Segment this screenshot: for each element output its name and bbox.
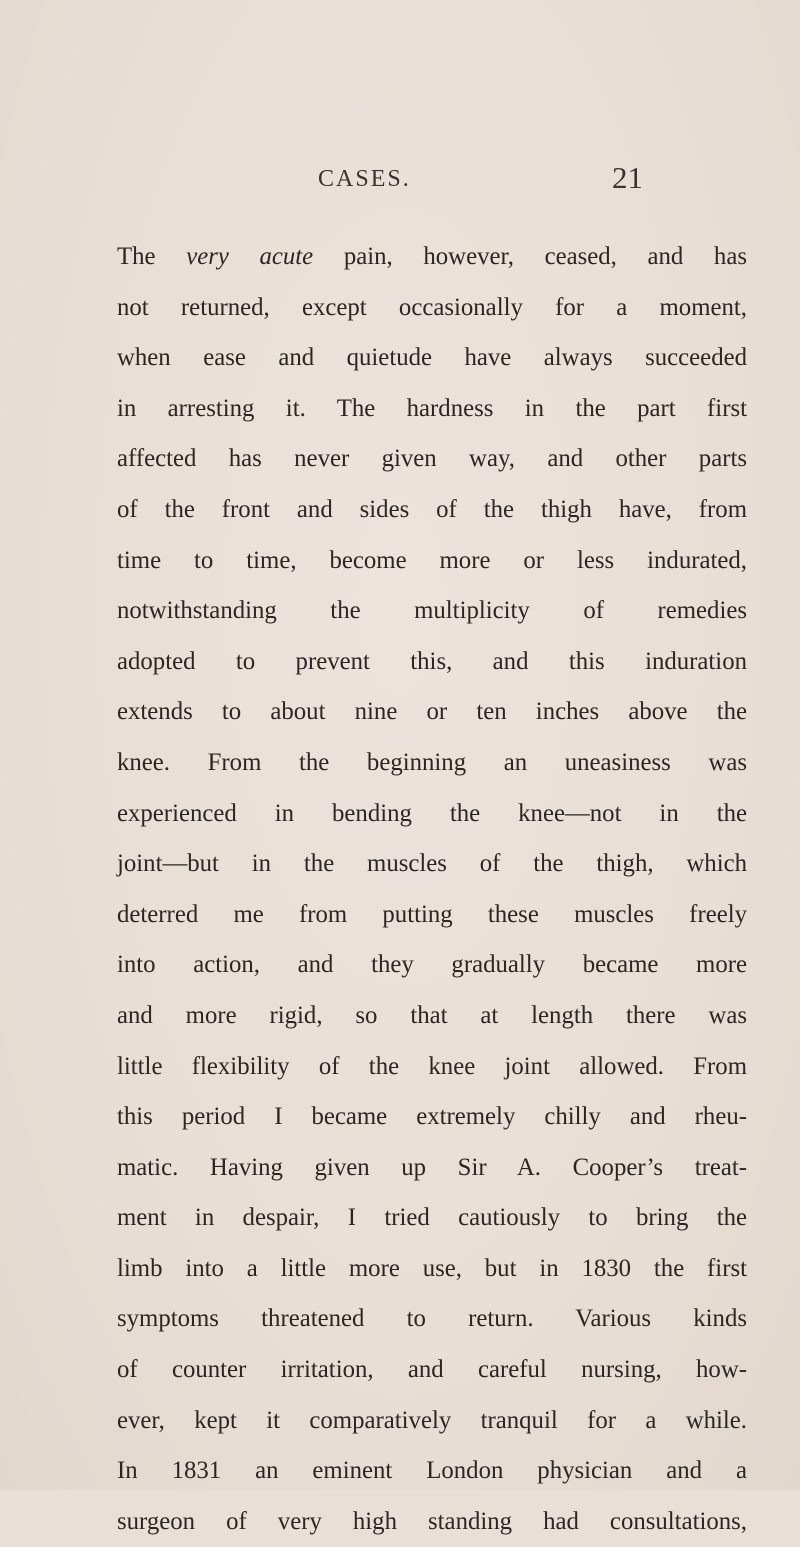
text-line: notwithstanding the multiplicity of remedies (117, 597, 747, 625)
page-header (0, 160, 800, 200)
text-line: limb into a little more use, but in 1830 the first (117, 1254, 747, 1282)
text-line: matic. Having given up Sir A. Cooper’s treat- (117, 1153, 747, 1181)
running-title: CASES. (318, 166, 411, 192)
text-line: surgeon of very high standing had consultations, (117, 1507, 747, 1535)
text-line: experienced in bending the knee—not in the (117, 799, 747, 827)
text-line: knee. From the beginning an uneasiness was (117, 748, 747, 776)
text-line: of counter irritation, and careful nursing, how- (117, 1356, 747, 1384)
text-line: of the front and sides of the thigh have, from (117, 495, 747, 523)
text-line: deterred me from putting these muscles freely (117, 900, 747, 928)
text-line: ever, kept it comparatively tranquil for a while. (117, 1406, 747, 1434)
text-line: not returned, except occasionally for a moment, (117, 293, 747, 321)
text-line: into action, and they gradually became more (117, 951, 747, 979)
text-line: adopted to prevent this, and this induration (117, 647, 747, 675)
text-line: time to time, become more or less indurated, (117, 546, 747, 574)
text-line: in arresting it. The hardness in the part first (117, 394, 747, 422)
italic-emphasis: very acute (186, 243, 314, 270)
text-line: affected has never given way, and other parts (117, 445, 747, 473)
text-line: ment in despair, I tried cautiously to bring the (117, 1204, 747, 1232)
text-line: symptoms threatened to return. Various kinds (117, 1305, 747, 1333)
text-line: when ease and quietude have always succeeded (117, 344, 747, 372)
text-line: this period I became extremely chilly and rheu- (117, 1103, 747, 1131)
text-line: The very acute pain, however, ceased, and has (117, 243, 747, 270)
text-line: joint—but in the muscles of the thigh, which (117, 850, 747, 878)
text-line: extends to about nine or ten inches above the (117, 698, 747, 726)
text-line: In 1831 an eminent London physician and a (117, 1457, 747, 1485)
page-number: 21 (612, 160, 643, 195)
body-text (117, 232, 747, 1547)
text-line: little flexibility of the knee joint allowed. From (117, 1052, 747, 1080)
text-line: and more rigid, so that at length there was (117, 1001, 747, 1029)
